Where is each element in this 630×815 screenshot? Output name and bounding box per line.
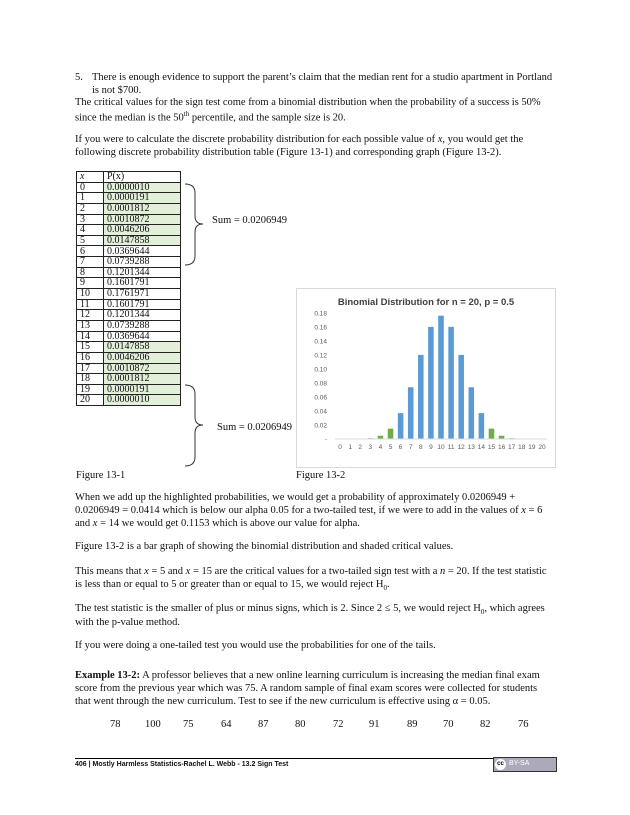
x-tick-label: 0 xyxy=(338,444,342,451)
cell-x: 15 xyxy=(77,342,104,353)
exam-score: 64 xyxy=(221,719,232,730)
cell-x: 2 xyxy=(77,203,104,214)
add-text-x1: x xyxy=(521,504,526,516)
exam-score: 76 xyxy=(518,719,529,730)
bar-x-8 xyxy=(418,355,424,439)
bar-x-13 xyxy=(469,387,475,439)
table-row xyxy=(77,214,181,225)
license-label: BY-SA xyxy=(509,760,530,768)
exam-score: 78 xyxy=(110,719,121,730)
x-tick-label: 15 xyxy=(487,444,496,451)
cell-x: 19 xyxy=(77,384,104,395)
example-text: A professor believes that a new online learning curriculum is increasing the median final exam score from the previous year which was 75. A random sample of final exam scores were collected for students that went through the new curriculum. Test to see if the new curriculum is effective using α = 0.05. xyxy=(75,670,540,707)
x-tick-label: 9 xyxy=(429,444,433,451)
cell-x: 13 xyxy=(77,320,104,331)
cell-x: 20 xyxy=(77,395,104,406)
add-probabilities-paragraph xyxy=(75,492,555,530)
cell-x: 10 xyxy=(77,289,104,300)
table-row xyxy=(77,320,181,331)
table-row xyxy=(77,246,181,257)
exam-score: 89 xyxy=(407,719,418,730)
stat-text-sub: 0 xyxy=(480,608,485,617)
exam-score: 87 xyxy=(258,719,269,730)
bar-x-12 xyxy=(458,355,464,439)
table-row xyxy=(77,278,181,289)
upper-sum-label: Sum = 0.0206949 xyxy=(212,215,288,226)
cell-x: 3 xyxy=(77,214,104,225)
bar-x-6 xyxy=(398,413,404,439)
cell-x: 17 xyxy=(77,363,104,374)
bar-x-15 xyxy=(489,429,495,439)
bar-x-7 xyxy=(408,387,414,439)
discrete-text-x: x xyxy=(437,134,443,145)
x-tick-label: 3 xyxy=(368,444,373,451)
x-tick-label: 17 xyxy=(508,444,516,451)
cell-px: 0.0000191 xyxy=(104,384,181,395)
y-tick-label: 0.02 xyxy=(314,422,327,430)
table-row xyxy=(77,257,181,268)
item-5-text: There is enough evidence to support the parent’s claim that the median rent for a studio apartment in Portland is not $700. xyxy=(92,72,553,96)
table-row xyxy=(77,384,181,395)
means-text-e: . xyxy=(387,578,390,590)
lower-sum-label: Sum = 0.0206949 xyxy=(217,422,293,433)
cell-px: 0.1601791 xyxy=(104,278,181,289)
cell-px: 0.1201344 xyxy=(104,310,181,321)
table-row xyxy=(77,235,181,246)
y-tick-label: 0.10 xyxy=(314,366,327,374)
critical-text-sup: th xyxy=(183,109,190,118)
bar-x-9 xyxy=(428,327,434,439)
means-text-d: = 20. If the test statistic is less than or equal to 5 or greater than or equal to 15, we would reject H xyxy=(75,566,547,590)
means-text-x2: x xyxy=(185,566,191,577)
x-tick-label: 13 xyxy=(467,444,475,451)
cell-px: 0.0010872 xyxy=(104,214,181,225)
exam-score: 70 xyxy=(443,719,454,730)
chart-title: Binomial Distribution for n = 20, p = 0.5 xyxy=(337,297,515,308)
test-statistic-paragraph xyxy=(75,603,555,629)
example-label: Example 13-2: xyxy=(75,670,141,681)
means-text-b: = 5 and xyxy=(148,566,186,577)
figure-13-2-caption: Figure 13-2 xyxy=(296,470,346,481)
x-tick-label: 14 xyxy=(477,444,485,451)
x-tick-label: 6 xyxy=(398,444,403,451)
cell-x: 16 xyxy=(77,352,104,363)
bar-x-5 xyxy=(388,429,394,439)
x-tick-label: 12 xyxy=(457,444,465,451)
table-row xyxy=(77,267,181,278)
table-row xyxy=(77,310,181,321)
table-row xyxy=(77,225,181,236)
table-row xyxy=(77,193,181,204)
item-5-number: 5. xyxy=(75,72,83,83)
figure-description-paragraph: Figure 13-2 is a bar graph of showing the binomial distribution and shaded critical values. xyxy=(75,541,454,552)
binomial-chart xyxy=(297,289,555,467)
cell-px: 0.0739288 xyxy=(104,320,181,331)
one-tailed-paragraph: If you were doing a one-tailed test you would use the probabilities for one of the tails. xyxy=(75,640,436,651)
cell-px: 0.1201344 xyxy=(104,267,181,278)
bar-x-11 xyxy=(448,327,454,439)
x-tick-label: 2 xyxy=(358,444,363,451)
means-text-x1: x xyxy=(144,566,149,577)
table-header-row xyxy=(77,172,181,183)
cell-px: 0.0046206 xyxy=(104,352,181,363)
table-row xyxy=(77,352,181,363)
means-text-c: = 15 are the critical values for a two-tailed sign test with a xyxy=(190,566,440,577)
binomial-chart-frame xyxy=(296,288,556,468)
y-tick-label: 0.04 xyxy=(314,408,327,416)
means-text-a: This means that xyxy=(75,566,145,577)
bar-x-10 xyxy=(438,316,444,439)
critical-text-b: percentile, and the sample size is 20. xyxy=(189,112,346,124)
add-text-c: = 14 we would get 0.1153 which is above our value for alpha. xyxy=(97,517,360,529)
y-tick-label: 0.18 xyxy=(314,310,327,318)
cell-x: 11 xyxy=(77,299,104,310)
table-row xyxy=(77,299,181,310)
critical-text-a: The critical values for the sign test come from a binomial distribution when the probability of a success is 50% since the median is the 50 xyxy=(75,97,541,124)
table-row xyxy=(77,395,181,406)
figure-13-1-caption: Figure 13-1 xyxy=(76,470,126,481)
x-tick-label: 1 xyxy=(348,444,352,451)
cell-px: 0.0000010 xyxy=(104,182,181,193)
bar-x-14 xyxy=(479,413,485,439)
table-row xyxy=(77,374,181,385)
means-text-sub: 0 xyxy=(383,583,387,592)
stat-text-b: , which agrees with the p-value method. xyxy=(75,603,545,628)
table-row xyxy=(77,342,181,353)
add-text-b: = 6 and xyxy=(75,504,543,529)
table-row xyxy=(77,203,181,214)
exam-score: 75 xyxy=(183,719,194,730)
stat-text-a: The test statistic is the smaller of plus or minus signs, which is 2. Since 2 ≤ 5, we would reject H xyxy=(75,603,481,614)
critical-values-paragraph xyxy=(75,97,555,125)
item-5 xyxy=(75,72,555,98)
cell-px: 0.0010872 xyxy=(104,363,181,374)
y-tick-label: 0.06 xyxy=(314,394,327,402)
discrete-text-b: , you would get the following discrete probability distribution table (Figure 13-1) and corresponding graph (Figure 13-2). xyxy=(75,134,524,158)
add-text-a: When we add up the highlighted probabilities, we would get a probability of approximately 0.0206949 + 0.0206949 = 0.0414 which is below our alpha 0.05 for a two-tailed test, if we were to add in the values of xyxy=(75,492,522,516)
cell-x: 1 xyxy=(77,193,104,204)
cell-px: 0.0001812 xyxy=(104,203,181,214)
cell-px: 0.0000010 xyxy=(104,395,181,406)
x-tick-label: 19 xyxy=(528,444,536,451)
cell-px: 0.0000191 xyxy=(104,193,181,204)
table-row xyxy=(77,331,181,342)
cell-px: 0.0046206 xyxy=(104,225,181,236)
cell-x: 18 xyxy=(77,374,104,385)
x-tick-label: 20 xyxy=(538,444,546,451)
cell-px: 0.1761971 xyxy=(104,289,181,300)
x-tick-label: 4 xyxy=(378,444,383,451)
cell-px: 0.0001812 xyxy=(104,374,181,385)
critical-values-meaning-paragraph xyxy=(75,566,555,592)
discrete-text-a: If you were to calculate the discrete probability distribution for each possible value of xyxy=(75,134,438,145)
cell-x: 4 xyxy=(77,225,104,236)
exam-score: 72 xyxy=(333,719,344,730)
cell-px: 0.0147858 xyxy=(104,235,181,246)
y-tick-label: - xyxy=(324,436,327,444)
x-tick-label: 8 xyxy=(418,444,423,451)
y-tick-label: 0.12 xyxy=(314,352,327,360)
cell-x: 12 xyxy=(77,310,104,321)
probability-table xyxy=(76,171,181,406)
cell-x: 9 xyxy=(77,278,104,289)
cell-x: 0 xyxy=(77,182,104,193)
cell-x: 6 xyxy=(77,246,104,257)
table-row xyxy=(77,182,181,193)
discrete-distribution-paragraph xyxy=(75,134,555,160)
exam-score: 80 xyxy=(295,719,306,730)
cell-px: 0.0147858 xyxy=(104,342,181,353)
exam-score: 100 xyxy=(145,719,161,730)
x-tick-label: 7 xyxy=(408,444,413,451)
cell-x: 8 xyxy=(77,267,104,278)
header-x: x xyxy=(77,172,104,183)
x-tick-label: 11 xyxy=(447,444,455,451)
table-row xyxy=(77,289,181,300)
y-tick-label: 0.14 xyxy=(314,338,327,346)
cell-px: 0.1601791 xyxy=(104,299,181,310)
y-tick-label: 0.16 xyxy=(314,324,327,332)
cell-x: 14 xyxy=(77,331,104,342)
y-tick-label: 0.08 xyxy=(314,380,327,388)
license-badge xyxy=(493,757,557,772)
cc-icon: cc xyxy=(495,759,506,770)
x-tick-label: 5 xyxy=(388,444,393,451)
table-row xyxy=(77,363,181,374)
header-px: P(x) xyxy=(104,172,181,183)
cell-x: 5 xyxy=(77,235,104,246)
x-tick-label: 18 xyxy=(518,444,526,451)
x-tick-label: 16 xyxy=(497,444,506,451)
exam-score: 91 xyxy=(369,719,380,730)
lower-brace xyxy=(183,384,213,468)
cell-x: 7 xyxy=(77,257,104,268)
cell-px: 0.0369644 xyxy=(104,246,181,257)
upper-brace xyxy=(183,183,213,267)
add-text-x2: x xyxy=(92,517,98,529)
cell-px: 0.0739288 xyxy=(104,257,181,268)
page-footer: 406 | Mostly Harmless Statistics-Rachel L. Webb - 13.2 Sign Test xyxy=(75,758,555,770)
exam-score: 82 xyxy=(480,719,491,730)
means-text-n: n xyxy=(440,566,446,577)
x-tick-label: 10 xyxy=(437,444,445,451)
example-13-2-paragraph xyxy=(75,670,555,708)
cell-px: 0.0369644 xyxy=(104,331,181,342)
